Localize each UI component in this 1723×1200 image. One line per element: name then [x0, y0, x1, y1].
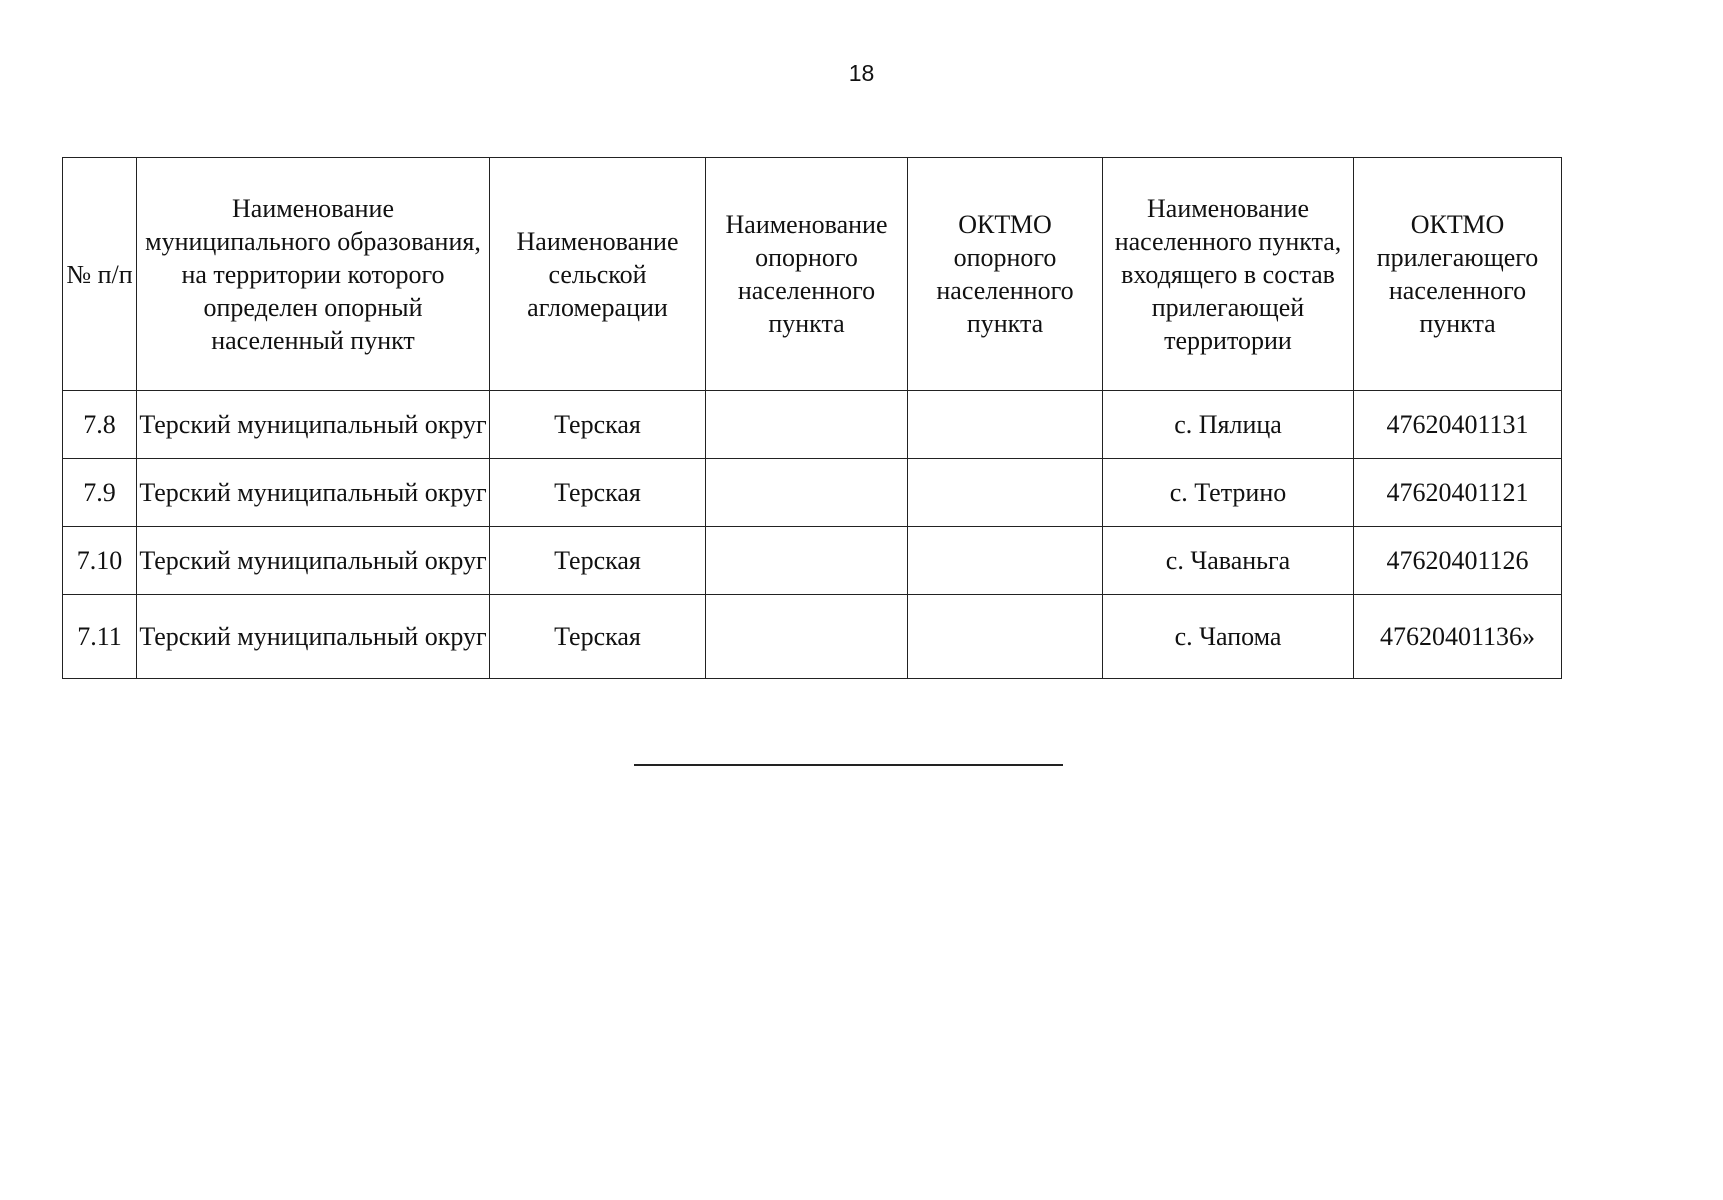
- row-core-oktmo: [908, 391, 1103, 459]
- header-adjacent-settlement: Наименование населенного пункта, входящего в состав прилегающей территории: [1103, 158, 1354, 391]
- row-number: 7.9: [63, 459, 137, 527]
- row-agglomeration: Терская: [490, 391, 706, 459]
- table-row: [63, 459, 1562, 527]
- row-adjacent-settlement: с. Тетрино: [1103, 459, 1354, 527]
- row-agglomeration: Терская: [490, 459, 706, 527]
- row-adjacent-oktmo: 47620401126: [1354, 527, 1562, 595]
- table-row: [63, 595, 1562, 679]
- row-adjacent-oktmo: 47620401131: [1354, 391, 1562, 459]
- row-municipality: Терский муниципальный округ: [137, 595, 490, 679]
- row-adjacent-oktmo: 47620401136»: [1354, 595, 1562, 679]
- row-number: 7.10: [63, 527, 137, 595]
- row-core-oktmo: [908, 595, 1103, 679]
- row-core-settlement: [706, 391, 908, 459]
- closing-divider-line: [634, 764, 1063, 766]
- row-number: 7.11: [63, 595, 137, 679]
- row-municipality: Терский муниципальный округ: [137, 527, 490, 595]
- row-number: 7.8: [63, 391, 137, 459]
- row-agglomeration: Терская: [490, 527, 706, 595]
- header-municipality: Наименование муниципального образования, на территории которого определен опорный населенный пункт: [137, 158, 490, 391]
- row-core-oktmo: [908, 527, 1103, 595]
- header-core-oktmo: ОКТМО опорного населенного пункта: [908, 158, 1103, 391]
- row-municipality: Терский муниципальный округ: [137, 459, 490, 527]
- settlements-table: [62, 157, 1562, 679]
- table-row: [63, 527, 1562, 595]
- row-core-oktmo: [908, 459, 1103, 527]
- row-adjacent-settlement: с. Чапома: [1103, 595, 1354, 679]
- row-agglomeration: Терская: [490, 595, 706, 679]
- table-header-row: [63, 158, 1562, 391]
- header-adjacent-oktmo: ОКТМО прилегающего населенного пункта: [1354, 158, 1562, 391]
- page-number: 18: [848, 60, 875, 86]
- table-row: [63, 391, 1562, 459]
- row-adjacent-settlement: с. Чаваньга: [1103, 527, 1354, 595]
- header-agglomeration: Наименование сельской агломерации: [490, 158, 706, 391]
- row-core-settlement: [706, 527, 908, 595]
- row-adjacent-oktmo: 47620401121: [1354, 459, 1562, 527]
- row-core-settlement: [706, 459, 908, 527]
- row-municipality: Терский муниципальный округ: [137, 391, 490, 459]
- header-core-settlement: Наименование опорного населенного пункта: [706, 158, 908, 391]
- header-number: № п/п: [63, 158, 137, 391]
- row-adjacent-settlement: с. Пялица: [1103, 391, 1354, 459]
- row-core-settlement: [706, 595, 908, 679]
